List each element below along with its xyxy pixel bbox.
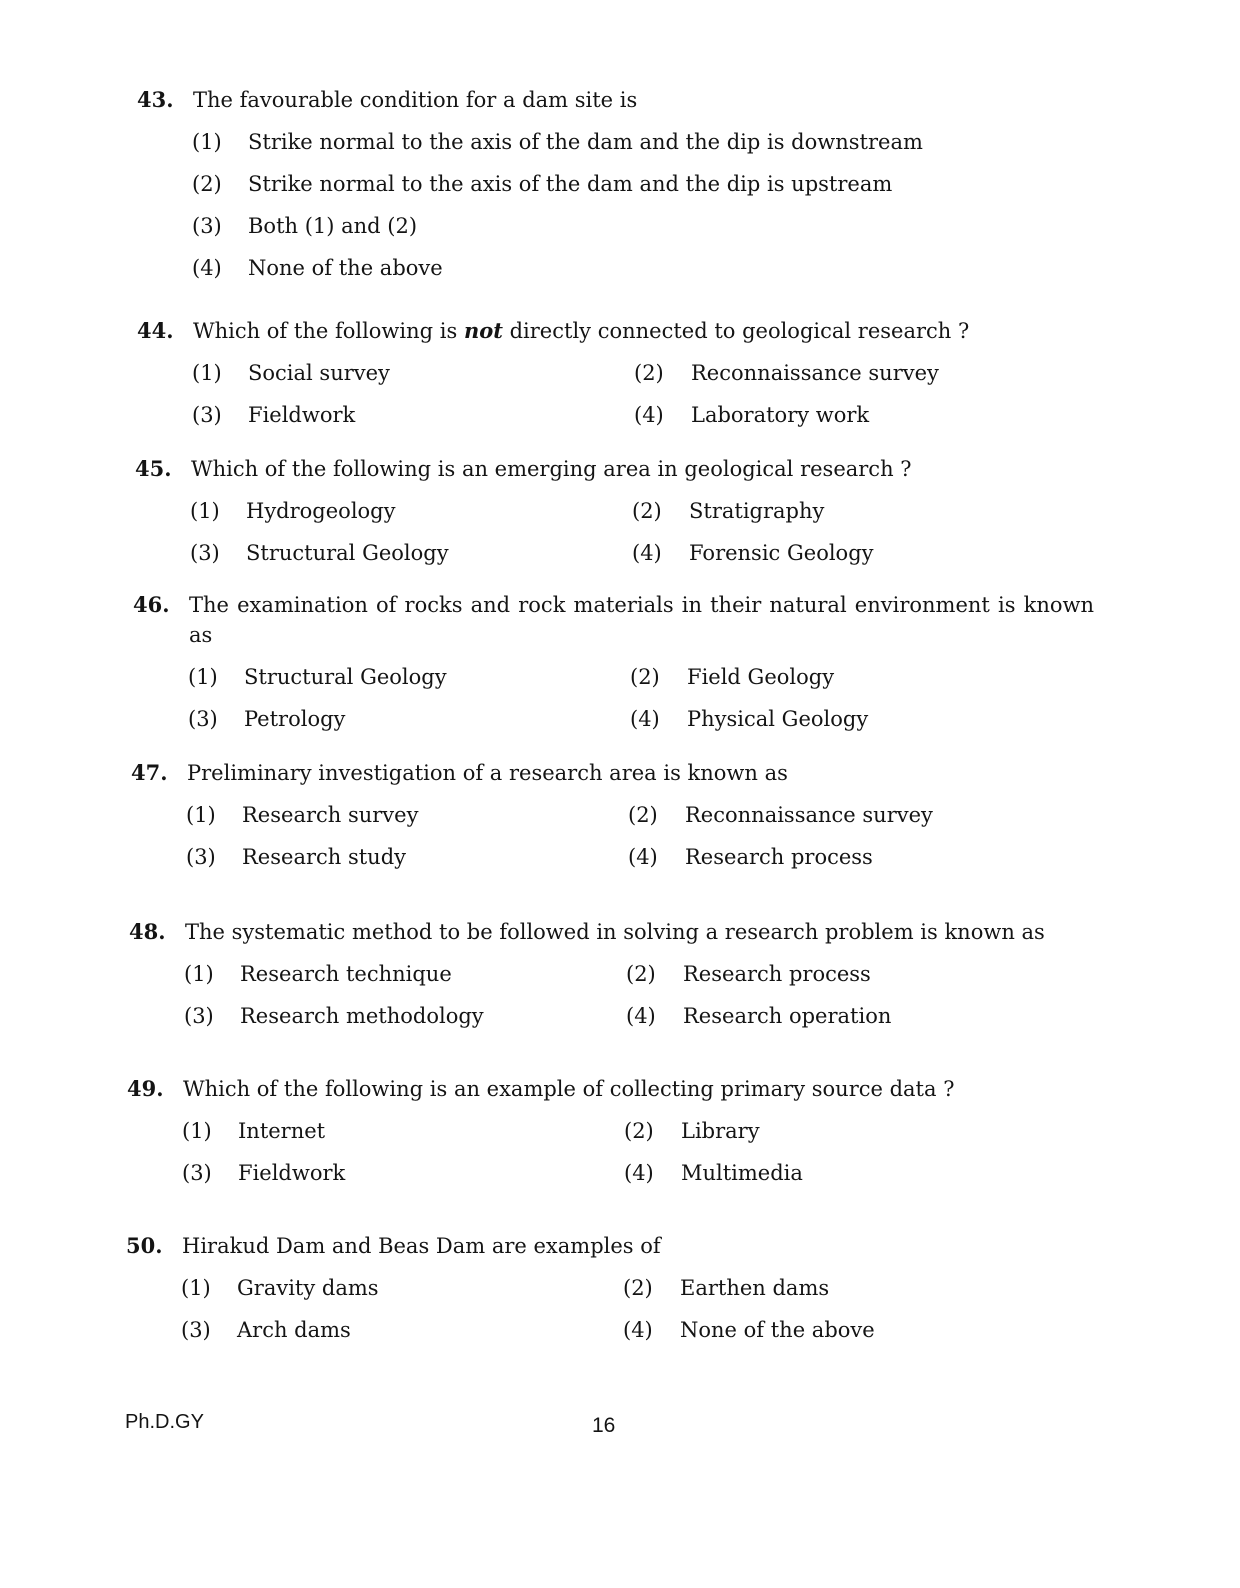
option-text: Research operation — [683, 1004, 892, 1028]
option-1 — [192, 121, 1092, 163]
question-text: Which of the following is an example of collecting primary source data ? — [183, 1077, 955, 1101]
option-number: (1) — [184, 962, 214, 986]
option-number: (3) — [182, 1161, 212, 1185]
option-number: (2) — [626, 962, 656, 986]
option-number: (1) — [186, 803, 216, 827]
option-text: Research technique — [240, 962, 452, 986]
option-number: (2) — [634, 361, 664, 385]
option-text: Research process — [683, 962, 871, 986]
question-number: 43. — [137, 87, 174, 112]
option-text: Strike normal to the axis of the dam and the dip is downstream — [248, 130, 923, 154]
option-text: Hydrogeology — [246, 499, 396, 523]
option-row — [184, 953, 1084, 995]
option-number: (3) — [192, 403, 222, 427]
option-number: (2) — [632, 499, 662, 523]
option-list — [181, 1267, 1081, 1351]
option-row — [181, 1267, 1081, 1309]
option-text: Fieldwork — [238, 1161, 346, 1185]
option-text: Structural Geology — [246, 541, 449, 565]
option-number: (2) — [630, 665, 660, 689]
option-number: (1) — [182, 1119, 212, 1143]
option-number: (1) — [190, 499, 220, 523]
question-text-start: Which of the following is — [193, 319, 464, 343]
option-number: (4) — [628, 845, 658, 869]
question-text-end: directly connected to geological research ? — [502, 319, 970, 343]
option-number: (1) — [192, 361, 222, 385]
option-text: None of the above — [248, 256, 443, 280]
option-text: Petrology — [244, 707, 346, 731]
question-text: The systematic method to be followed in solving a research problem is known as — [185, 920, 1045, 944]
option-list — [188, 656, 1088, 740]
option-row — [190, 490, 1090, 532]
option-row — [188, 698, 1088, 740]
option-text: Research study — [242, 845, 407, 869]
option-text: Physical Geology — [687, 707, 869, 731]
question-number: 49. — [127, 1076, 164, 1101]
option-list — [182, 1110, 1082, 1194]
option-row — [192, 394, 1092, 436]
option-text: Research methodology — [240, 1004, 484, 1028]
option-text: Research process — [685, 845, 873, 869]
option-number: (1) — [192, 130, 222, 154]
option-list — [186, 794, 1086, 878]
option-number: (2) — [623, 1276, 653, 1300]
option-row — [186, 836, 1086, 878]
option-number: (4) — [634, 403, 664, 427]
option-text: Strike normal to the axis of the dam and the dip is upstream — [248, 172, 893, 196]
option-row — [184, 995, 1084, 1037]
option-number: (3) — [184, 1004, 214, 1028]
question-text: Which of the following is an emerging area in geological research ? — [191, 457, 912, 481]
option-number: (4) — [632, 541, 662, 565]
option-text: Both (1) and (2) — [248, 214, 418, 238]
option-list — [192, 121, 1092, 289]
option-text: Internet — [238, 1119, 326, 1143]
option-text: Forensic Geology — [689, 541, 874, 565]
option-row — [182, 1110, 1082, 1152]
option-number: (2) — [628, 803, 658, 827]
option-number: (4) — [624, 1161, 654, 1185]
option-number: (4) — [626, 1004, 656, 1028]
option-text: Library — [681, 1119, 760, 1143]
option-list — [184, 953, 1084, 1037]
option-number: (2) — [192, 172, 222, 196]
option-text: Stratigraphy — [689, 499, 825, 523]
option-row — [192, 352, 1092, 394]
option-number: (1) — [188, 665, 218, 689]
option-number: (3) — [186, 845, 216, 869]
option-number: (4) — [623, 1318, 653, 1342]
question-text: The examination of rocks and rock materials in their natural environment is known as — [189, 593, 1094, 647]
option-4 — [192, 247, 1092, 289]
option-row — [182, 1152, 1082, 1194]
option-text: Fieldwork — [248, 403, 356, 427]
option-text: Laboratory work — [691, 403, 870, 427]
option-2 — [192, 163, 1092, 205]
option-number: (1) — [181, 1276, 211, 1300]
option-number: (3) — [190, 541, 220, 565]
option-3 — [192, 205, 1092, 247]
option-text: None of the above — [680, 1318, 875, 1342]
question-text: Hirakud Dam and Beas Dam are examples of — [182, 1234, 661, 1258]
option-text: Research survey — [242, 803, 419, 827]
question-text — [193, 316, 1098, 346]
option-number: (4) — [192, 256, 222, 280]
question-number: 46. — [133, 592, 170, 617]
question-text-emphasis: not — [463, 318, 503, 343]
option-text: Gravity dams — [237, 1276, 379, 1300]
option-text: Field Geology — [687, 665, 835, 689]
option-number: (4) — [630, 707, 660, 731]
option-text: Reconnaissance survey — [685, 803, 933, 827]
question-number: 45. — [135, 456, 172, 481]
question-text: Preliminary investigation of a research area is known as — [187, 761, 788, 785]
option-text: Social survey — [248, 361, 390, 385]
option-text: Arch dams — [237, 1318, 351, 1342]
option-number: (3) — [181, 1318, 211, 1342]
option-number: (3) — [192, 214, 222, 238]
option-number: (2) — [624, 1119, 654, 1143]
option-text: Reconnaissance survey — [691, 361, 939, 385]
option-list — [192, 352, 1092, 436]
option-row — [190, 532, 1090, 574]
question-text: The favourable condition for a dam site is — [193, 88, 638, 112]
question-number: 50. — [126, 1233, 163, 1258]
option-text: Earthen dams — [680, 1276, 830, 1300]
paper-code: Ph.D.GY — [125, 1411, 204, 1433]
page-number: 16 — [592, 1414, 616, 1437]
option-number: (3) — [188, 707, 218, 731]
option-row — [186, 794, 1086, 836]
question-number: 44. — [137, 318, 174, 343]
option-text: Multimedia — [681, 1161, 803, 1185]
option-row — [181, 1309, 1081, 1351]
option-text: Structural Geology — [244, 665, 447, 689]
option-list — [190, 490, 1090, 574]
question-number: 47. — [131, 760, 168, 785]
option-row — [188, 656, 1088, 698]
question-number: 48. — [129, 919, 166, 944]
